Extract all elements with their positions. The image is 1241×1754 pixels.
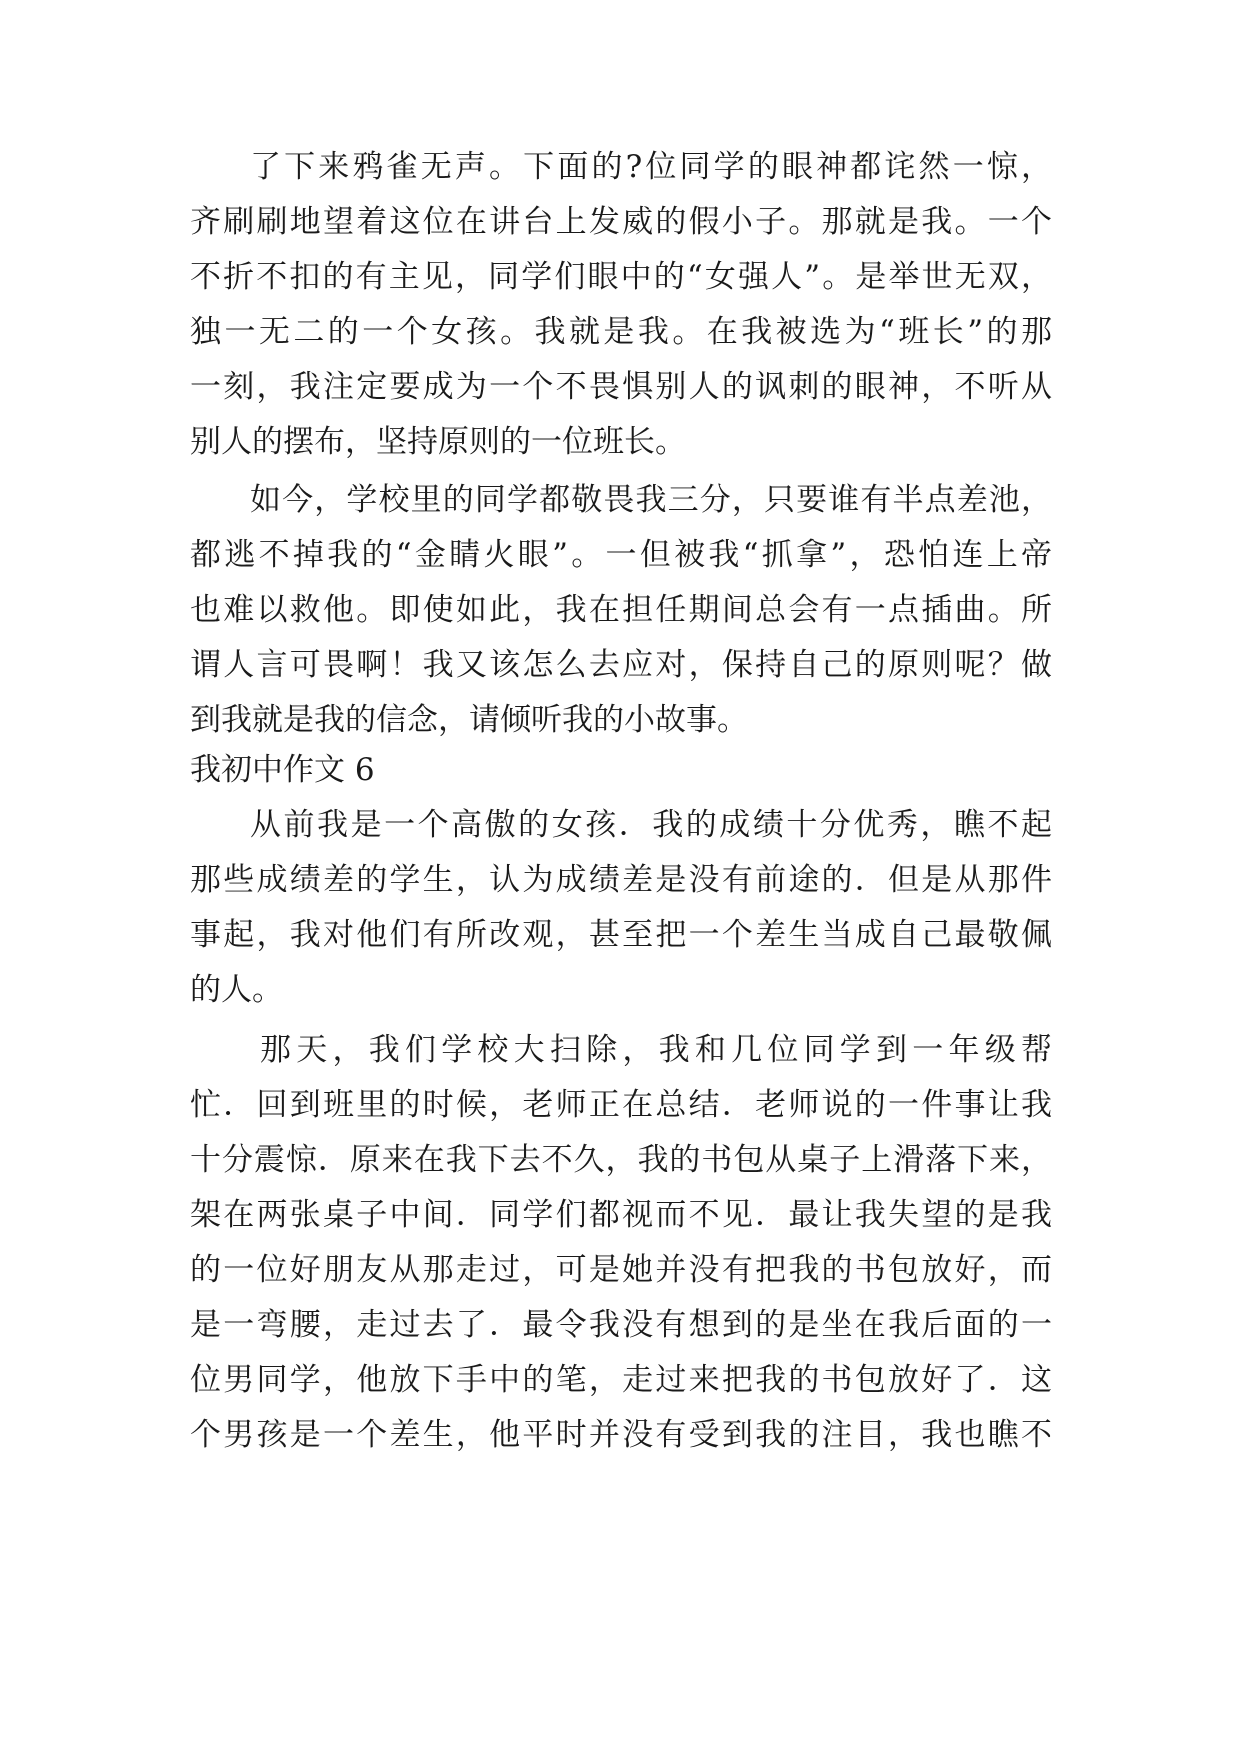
text-line: 了下来鸦雀无声。下面的?位同学的眼神都诧然一惊， [250, 149, 1052, 185]
text-line: 架在两张桌子中间．同学们都视而不见．最让我失望的是我 [190, 1197, 1052, 1233]
text-line: 都逃不掉我的“金睛火眼”。一但被我“抓拿”，恐怕连上帝 [190, 537, 1052, 573]
section-heading: 我初中作文 6 [190, 752, 375, 788]
text-line: 事起，我对他们有所改观，甚至把一个差生当成自己最敬佩 [190, 917, 1052, 953]
text-line: 的人。 [190, 972, 283, 1008]
text-line: 别人的摆布，坚持原则的一位班长。 [190, 424, 686, 460]
text-line: 忙．回到班里的时候，老师正在总结．老师说的一件事让我 [190, 1087, 1052, 1123]
text-line: 是一弯腰，走过去了．最令我没有想到的是坐在我后面的一 [190, 1307, 1052, 1343]
text-line: 十分震惊．原来在我下去不久，我的书包从桌子上滑落下来， [190, 1142, 1052, 1178]
text-line: 那天，我们学校大扫除，我和几位同学到一年级帮 [260, 1032, 1052, 1068]
text-line: 也难以救他。即使如此，我在担任期间总会有一点插曲。所 [190, 592, 1052, 628]
text-line: 如今，学校里的同学都敬畏我三分，只要谁有半点差池， [250, 482, 1052, 518]
text-line: 一刻，我注定要成为一个不畏惧别人的讽刺的眼神，不听从 [190, 369, 1052, 405]
text-line: 那些成绩差的学生，认为成绩差是没有前途的．但是从那件 [190, 862, 1052, 898]
text-line: 的一位好朋友从那走过，可是她并没有把我的书包放好，而 [190, 1252, 1052, 1288]
text-line: 谓人言可畏啊！我又该怎么去应对，保持自己的原则呢？做 [190, 647, 1052, 683]
text-line: 不折不扣的有主见，同学们眼中的“女强人”。是举世无双， [190, 259, 1052, 295]
text-line: 独一无二的一个女孩。我就是我。在我被选为“班长”的那 [190, 314, 1052, 350]
text-line: 从前我是一个高傲的女孩．我的成绩十分优秀，瞧不起 [250, 807, 1052, 843]
text-line: 位男同学，他放下手中的笔，走过来把我的书包放好了．这 [190, 1362, 1052, 1398]
text-line: 到我就是我的信念，请倾听我的小故事。 [190, 702, 748, 738]
text-line: 个男孩是一个差生，他平时并没有受到我的注目，我也瞧不 [190, 1417, 1052, 1453]
text-line: 齐刷刷地望着这位在讲台上发威的假小子。那就是我。一个 [190, 204, 1052, 240]
